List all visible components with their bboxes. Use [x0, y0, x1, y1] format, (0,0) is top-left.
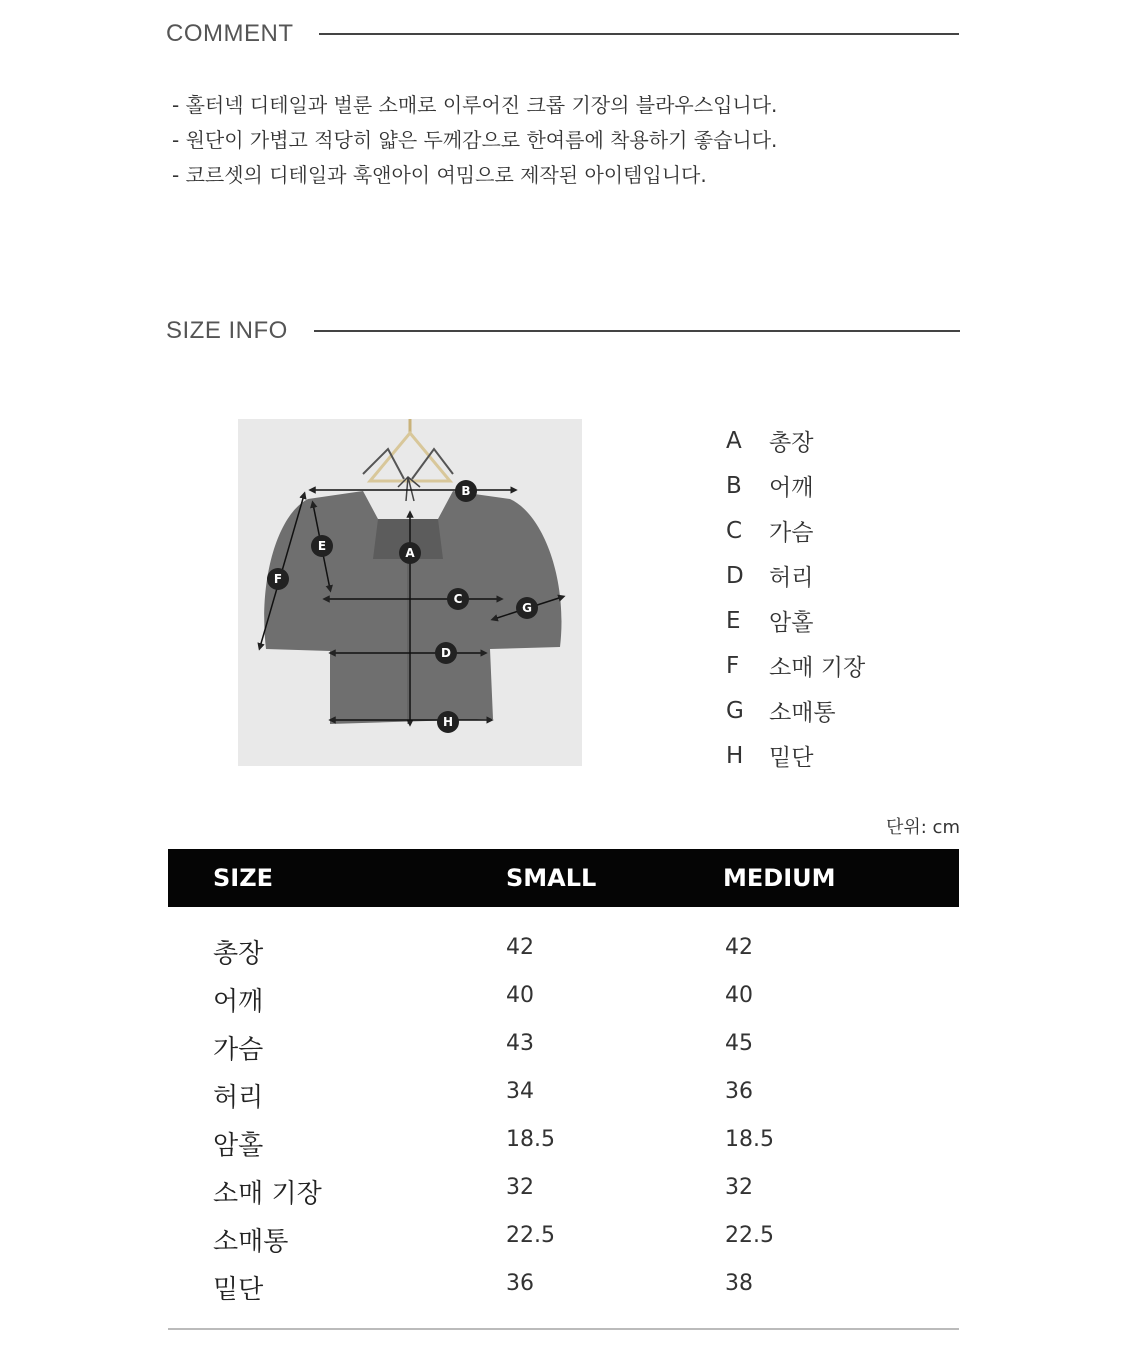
svg-text:H: H [442, 715, 454, 729]
marker-e [311, 535, 333, 557]
legend-label: 소매통 [769, 700, 836, 726]
row-name: 허리 [213, 1083, 264, 1113]
svg-text:A: A [405, 546, 415, 560]
row-small-value: 42 [506, 935, 534, 960]
row-medium-value: 42 [725, 935, 753, 960]
row-name: 암홀 [213, 1131, 264, 1161]
legend-letter: D [726, 562, 744, 589]
legend-letter: A [726, 427, 742, 454]
comment-header [166, 20, 959, 48]
row-medium-value: 18.5 [725, 1127, 774, 1152]
table-row [168, 1069, 959, 1117]
legend-label: 소매 기장 [769, 655, 866, 681]
row-medium-value: 45 [725, 1031, 753, 1056]
row-small-value: 43 [506, 1031, 534, 1056]
row-name: 가슴 [213, 1035, 264, 1065]
legend-label: 총장 [769, 430, 814, 456]
legend-label: 암홀 [769, 610, 814, 636]
comment-line: - 원단이 가볍고 적당히 얇은 두께감으로 한여름에 착용하기 좋습니다. [172, 128, 778, 152]
marker-g [516, 597, 538, 619]
marker-d [435, 642, 457, 664]
size-info-header [166, 317, 960, 345]
row-name: 소매 기장 [213, 1179, 322, 1209]
table-row [168, 1261, 959, 1309]
garment-measurement-diagram [238, 419, 582, 766]
row-small-value: 22.5 [506, 1223, 555, 1248]
marker-h [437, 711, 459, 733]
legend-label: 어깨 [769, 475, 814, 501]
size-table-header [168, 849, 959, 907]
legend-item [726, 508, 865, 553]
table-row [168, 925, 959, 973]
row-name: 총장 [213, 939, 264, 969]
legend-label: 허리 [769, 565, 814, 591]
legend-letter: E [726, 607, 741, 634]
svg-text:B: B [461, 484, 471, 498]
size-info-divider [314, 330, 960, 332]
row-small-value: 36 [506, 1271, 534, 1296]
legend-letter: C [726, 517, 743, 544]
legend-letter: B [726, 472, 742, 499]
comment-title: COMMENT [166, 20, 294, 47]
svg-text:C: C [453, 592, 463, 606]
table-row [168, 1165, 959, 1213]
hanger-icon [370, 419, 450, 481]
table-row [168, 973, 959, 1021]
comment-list [172, 88, 777, 193]
legend-item [726, 598, 865, 643]
legend-label: 가슴 [769, 520, 814, 546]
legend-item [726, 553, 865, 598]
header-size: SIZE [213, 864, 274, 892]
row-small-value: 40 [506, 983, 534, 1008]
legend-letter: F [726, 652, 740, 679]
legend-item [726, 643, 865, 688]
legend-label: 밑단 [769, 745, 814, 771]
marker-c [447, 588, 469, 610]
legend-item [726, 463, 865, 508]
row-small-value: 32 [506, 1175, 534, 1200]
comment-line: - 홀터넥 디테일과 벌룬 소매로 이루어진 크롭 기장의 블라우스입니다. [172, 93, 778, 117]
svg-text:F: F [273, 572, 283, 586]
table-row [168, 1213, 959, 1261]
row-name: 어깨 [213, 987, 264, 1017]
legend-item [726, 688, 865, 733]
table-row [168, 1117, 959, 1165]
marker-b [455, 480, 477, 502]
size-info-title: SIZE INFO [166, 317, 288, 344]
header-small: SMALL [506, 864, 597, 892]
measurement-legend [726, 418, 865, 778]
svg-text:G: G [522, 601, 532, 615]
header-medium: MEDIUM [723, 864, 836, 892]
row-medium-value: 36 [725, 1079, 753, 1104]
unit-label: 단위: cm [886, 817, 960, 838]
legend-letter: G [726, 697, 744, 724]
marker-a [399, 542, 421, 564]
comment-divider [319, 33, 959, 35]
row-medium-value: 22.5 [725, 1223, 774, 1248]
row-small-value: 18.5 [506, 1127, 555, 1152]
legend-item [726, 733, 865, 778]
size-table-body [168, 925, 959, 1309]
row-small-value: 34 [506, 1079, 534, 1104]
row-name: 소매통 [213, 1227, 289, 1257]
legend-letter: H [726, 742, 744, 769]
row-medium-value: 38 [725, 1271, 753, 1296]
svg-text:E: E [317, 539, 327, 553]
garment-illustration [238, 419, 582, 766]
legend-item [726, 418, 865, 463]
table-row [168, 1021, 959, 1069]
bottom-divider [168, 1328, 959, 1330]
svg-text:D: D [441, 646, 451, 660]
row-medium-value: 32 [725, 1175, 753, 1200]
marker-f [267, 568, 289, 590]
row-name: 밑단 [213, 1275, 264, 1305]
row-medium-value: 40 [725, 983, 753, 1008]
comment-line: - 코르셋의 디테일과 훅앤아이 여밈으로 제작된 아이템입니다. [172, 163, 707, 187]
